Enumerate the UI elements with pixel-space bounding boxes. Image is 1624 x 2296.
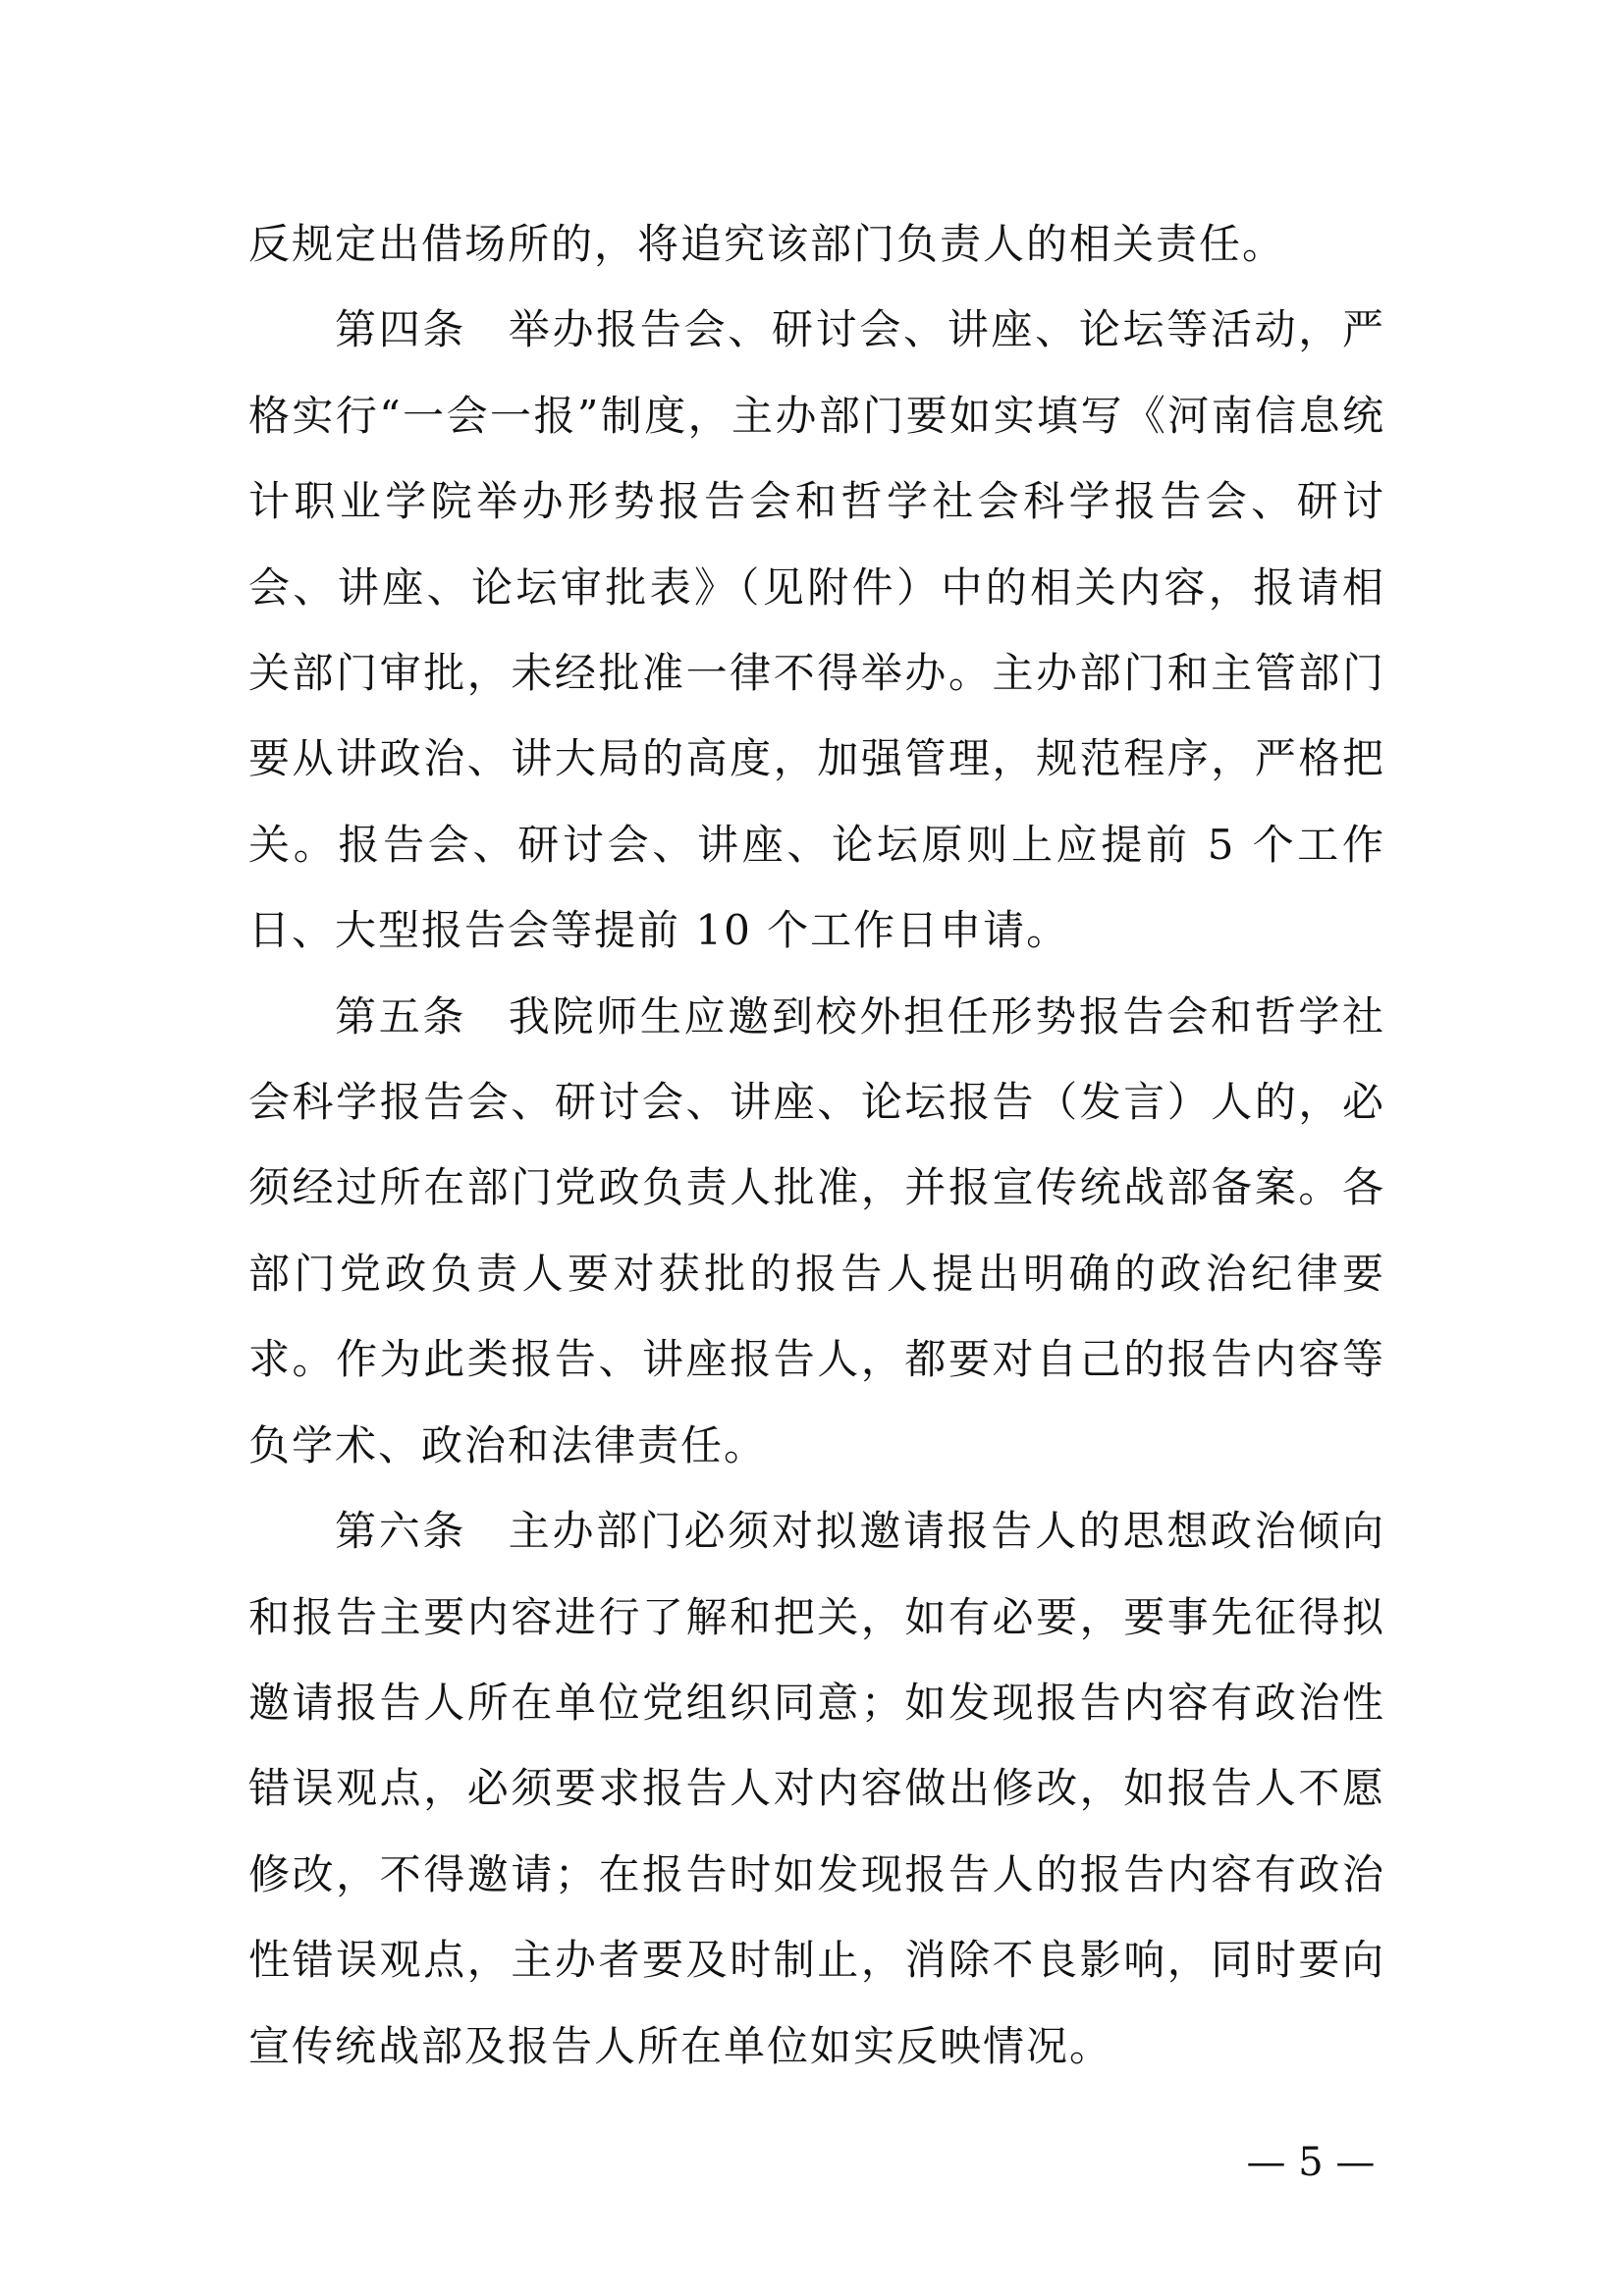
article-6-paragraph [248,1488,1385,2089]
article-6-text: 主办部门必须对拟邀请报告人的思想政治倾向和报告主要内容进行了解和把关，如有必要，要事先征得拟邀请报告人所在单位党组织同意；如发现报告内容有政治性错误观点，必须要求报告人对内容做出修改，如报告人不愿修改，不得邀请；在报告时如发现报告人的报告内容有政治性错误观点，主办者要及时制止，消除不良影响，同时要向宣传统战部及报告人所在单位如实反映情况。 [248,1507,1385,2070]
article-6-number: 第六条 [335,1507,467,1556]
article-4-text: 举办报告会、研讨会、讲座、论坛等活动，严格实行“一会一报”制度，主办部门要如实填写《河南信息统计职业学院举办形势报告会和哲学社会科学报告会、研讨会、讲座、论坛审批表》（见附件）中的相关内容，报请相关部门审批，未经批准一律不得举办。主办部门和主管部门要从讲政治、讲大局的高度，加强管理，规范程序，严格把关。报告会、研讨会、讲座、论坛原则上应提前 5 个工作日、大型报告会等提前 10 个工作日申请。 [248,305,1385,955]
article-4-paragraph [248,287,1385,973]
article-5-text: 我院师生应邀到校外担任形势报告会和哲学社会科学报告会、研讨会、讲座、论坛报告（发言）人的，必须经过所在部门党政负责人批准，并报宣传统战部备案。各部门党政负责人要对获批的报告人提出明确的政治纪律要求。作为此类报告、讲座报告人，都要对自己的报告内容等负学术、政治和法律责任。 [248,991,1385,1469]
article-5-number: 第五条 [335,991,467,1041]
continuation-paragraph: 反规定出借场所的，将追究该部门负责人的相关责任。 [248,220,1286,268]
page-number: — 5 — [1246,2140,1376,2185]
article-5-paragraph [248,974,1385,1488]
article-4-number: 第四条 [335,305,467,354]
document-body [248,201,1385,2089]
